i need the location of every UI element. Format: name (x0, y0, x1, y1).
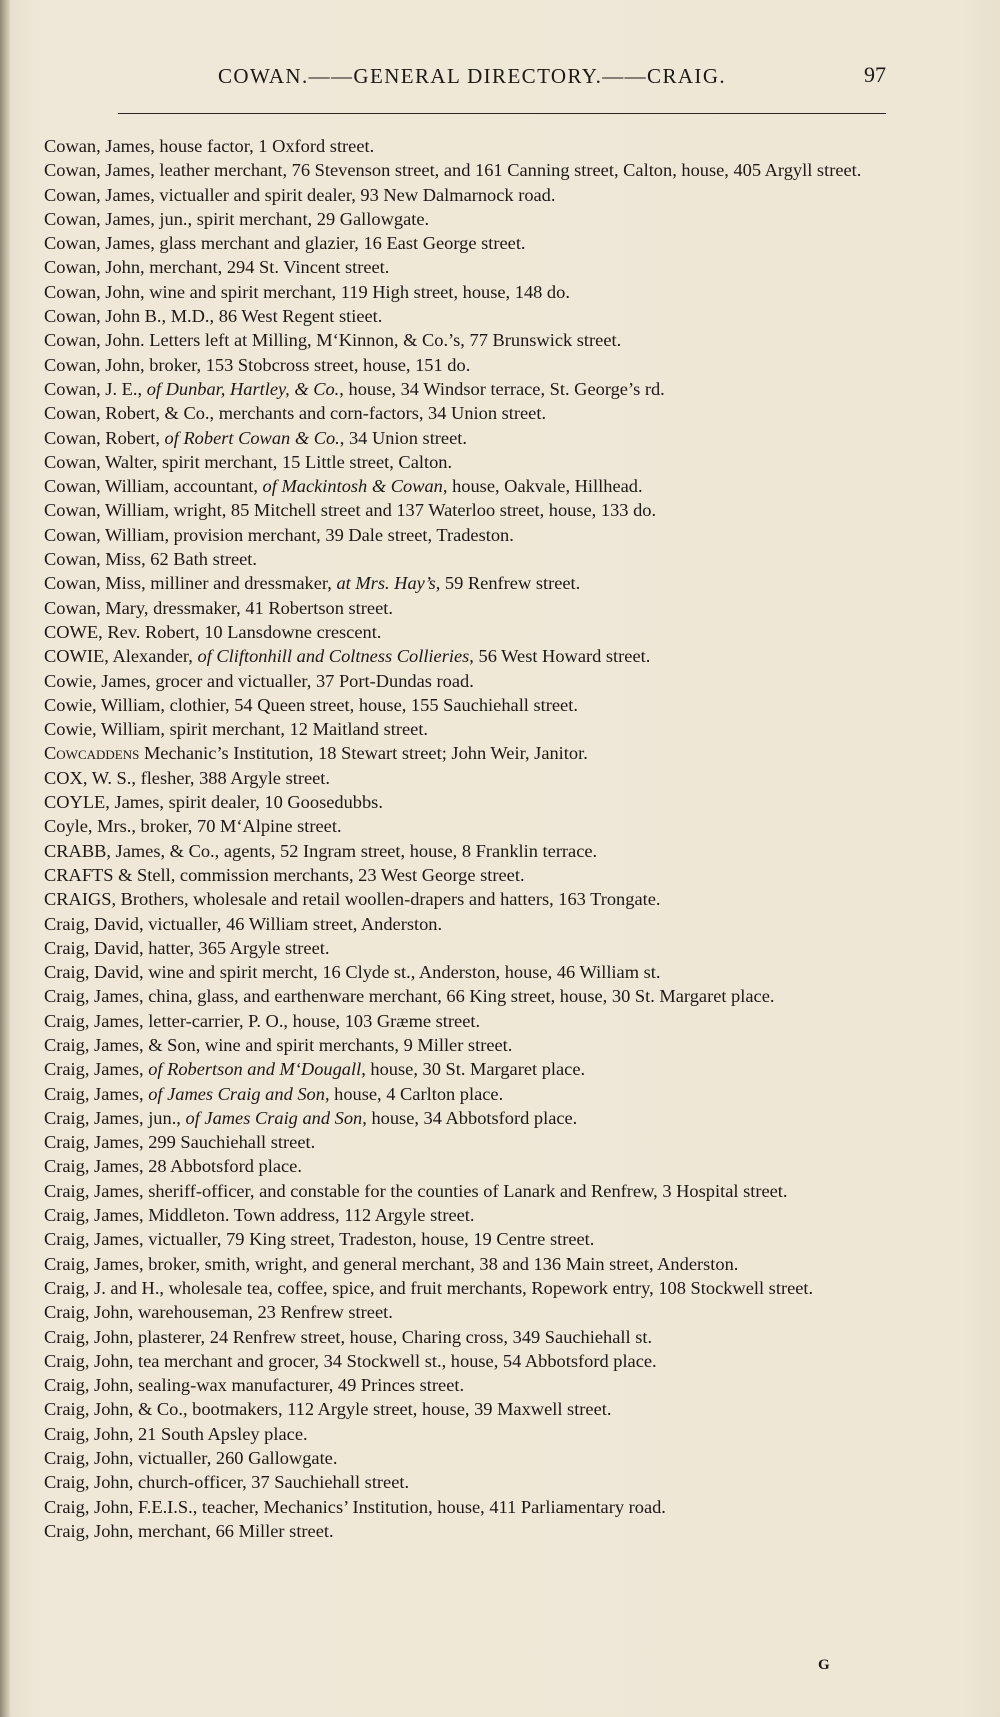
directory-entry: Craig, John, 21 South Apsley place. (44, 1423, 308, 1444)
directory-entry: Craig, John, sealing-wax manufacturer, 49 Princes street. (44, 1375, 465, 1396)
directory-entry: Cowan, John, merchant, 294 St. Vincent street. (44, 257, 390, 278)
directory-entry: Cowan, James, jun., spirit merchant, 29 Gallowgate. (44, 208, 430, 229)
directory-entry: Craig, James, 28 Abbotsford place. (44, 1156, 302, 1177)
directory-entry: Craig, James, letter-carrier, P. O., house, 103 Græme street. (44, 1010, 481, 1031)
directory-entry: Cowan, John, broker, 153 Stobcross street, house, 151 do. (44, 354, 471, 375)
directory-entry: Craig, James, & Son, wine and spirit merchants, 9 Miller street. (44, 1034, 513, 1055)
directory-entry: Cowan, Robert, of Robert Cowan & Co., 34 Union street. (44, 427, 467, 448)
directory-entry: Craig, David, victualler, 46 William street, Anderston. (44, 913, 443, 934)
directory-entry: COYLE, James, spirit dealer, 10 Goosedubbs. (44, 792, 383, 813)
directory-entry: Cowan, William, provision merchant, 39 Dale street, Tradeston. (44, 524, 514, 545)
directory-entry: Craig, James, of Robertson and M‘Dougall, house, 30 St. Margaret place. (44, 1059, 586, 1080)
directory-entry: Craig, James, Middleton. Town address, 112 Argyle street. (44, 1205, 475, 1226)
directory-entry: Craig, John, warehouseman, 23 Renfrew street. (44, 1302, 393, 1323)
directory-entry: Cowan, William, accountant, of Mackintosh & Cowan, house, Oakvale, Hillhead. (44, 476, 643, 497)
directory-entry: Craig, James, china, glass, and earthenware merchant, 66 King street, house, 30 St. Margaret place. (44, 986, 775, 1007)
directory-entry: Craig, James, 299 Sauchiehall street. (44, 1132, 316, 1153)
directory-entry: Craig, James, jun., of James Craig and Son, house, 34 Abbotsford place. (44, 1107, 578, 1128)
header-rule (118, 113, 886, 114)
directory-entry: Cowan, John, wine and spirit merchant, 119 High street, house, 148 do. (44, 281, 570, 302)
running-head: COWAN.——GENERAL DIRECTORY.——CRAIG. (217, 64, 727, 88)
directory-entries (44, 134, 904, 1543)
directory-entry: Craig, John, & Co., bootmakers, 112 Argyle street, house, 39 Maxwell street. (44, 1399, 612, 1420)
directory-entry: Craig, John, victualler, 260 Gallowgate. (44, 1448, 338, 1469)
directory-entry: Craig, John, F.E.I.S., teacher, Mechanics’ Institution, house, 411 Parliamentary road. (44, 1496, 666, 1517)
directory-entry: Cowan, James, victualler and spirit dealer, 93 New Dalmarnock road. (44, 184, 556, 205)
directory-entry: CRAIGS, Brothers, wholesale and retail woollen-drapers and hatters, 163 Trongate. (44, 889, 661, 910)
directory-entry: Cowan, Miss, 62 Bath street. (44, 549, 258, 570)
directory-entry: Craig, John, plasterer, 24 Renfrew street, house, Charing cross, 349 Sauchiehall st. (44, 1326, 653, 1347)
directory-entry: Cowan, John. Letters left at Milling, M‘Kinnon, & Co.’s, 77 Brunswick street. (44, 330, 622, 351)
book-gutter (0, 0, 10, 1717)
directory-entry: Craig, James, sheriff-officer, and constable for the counties of Lanark and Renfrew, 3 Hospital street. (44, 1180, 788, 1201)
directory-entry: COX, W. S., flesher, 388 Argyle street. (44, 767, 330, 788)
directory-entry: Cowan, James, leather merchant, 76 Stevenson street, and 161 Canning street, Calton, house, 405 Argyll street. (44, 160, 862, 181)
directory-entry: Cowan, William, wright, 85 Mitchell street and 137 Waterloo street, house, 133 do. (44, 500, 657, 521)
directory-entry: Cowan, Robert, & Co., merchants and corn-factors, 34 Union street. (44, 403, 547, 424)
directory-entry: Cowie, William, spirit merchant, 12 Maitland street. (44, 719, 429, 740)
page-header (118, 64, 886, 96)
directory-entry: Craig, James, of James Craig and Son, house, 4 Carlton place. (44, 1083, 504, 1104)
directory-entry: Cowan, James, glass merchant and glazier, 16 East George street. (44, 233, 526, 254)
directory-entry: Craig, James, broker, smith, wright, and general merchant, 38 and 136 Main street, Anderston. (44, 1253, 739, 1274)
directory-entry: Cowan, Mary, dressmaker, 41 Robertson street. (44, 597, 393, 618)
directory-entry: Cowcaddens Mechanic’s Institution, 18 Stewart street; John Weir, Janitor. (44, 743, 588, 764)
directory-entry: Craig, David, wine and spirit mercht, 16 Clyde st., Anderston, house, 46 William st. (44, 962, 661, 983)
directory-entry: Coyle, Mrs., broker, 70 M‘Alpine street. (44, 816, 342, 837)
directory-entry: Cowan, J. E., of Dunbar, Hartley, & Co., house, 34 Windsor terrace, St. George’s rd. (44, 378, 665, 399)
directory-entry: CRABB, James, & Co., agents, 52 Ingram street, house, 8 Franklin terrace. (44, 840, 598, 861)
directory-entry: Cowie, William, clothier, 54 Queen street, house, 155 Sauchiehall street. (44, 694, 578, 715)
directory-entry: Cowan, Walter, spirit merchant, 15 Little street, Calton. (44, 451, 453, 472)
directory-entry: Craig, John, church-officer, 37 Sauchiehall street. (44, 1472, 410, 1493)
signature-mark: G (818, 1657, 830, 1673)
directory-entry: Craig, David, hatter, 365 Argyle street. (44, 937, 330, 958)
directory-entry: CRAFTS & Stell, commission merchants, 23 West George street. (44, 864, 525, 885)
directory-entry: Craig, J. and H., wholesale tea, coffee, spice, and fruit merchants, Ropework entry, 108 Stockwell street. (44, 1277, 814, 1298)
directory-entry: Cowan, James, house factor, 1 Oxford street. (44, 136, 375, 156)
directory-entry: Cowie, James, grocer and victualler, 37 Port-Dundas road. (44, 670, 474, 691)
directory-entry: Cowan, Miss, milliner and dressmaker, at Mrs. Hay’s, 59 Renfrew street. (44, 573, 581, 594)
directory-entry: COWIE, Alexander, of Cliftonhill and Coltness Collieries, 56 West Howard street. (44, 646, 651, 667)
directory-entry: Craig, James, victualler, 79 King street, Tradeston, house, 19 Centre street. (44, 1229, 595, 1250)
directory-entry: Cowan, John B., M.D., 86 West Regent stieet. (44, 306, 383, 327)
directory-entry: COWE, Rev. Robert, 10 Lansdowne crescent. (44, 621, 382, 642)
page-number: 97 (864, 62, 886, 87)
directory-entry: Craig, John, merchant, 66 Miller street. (44, 1520, 334, 1541)
directory-entry: Craig, John, tea merchant and grocer, 34 Stockwell st., house, 54 Abbotsford place. (44, 1350, 657, 1371)
